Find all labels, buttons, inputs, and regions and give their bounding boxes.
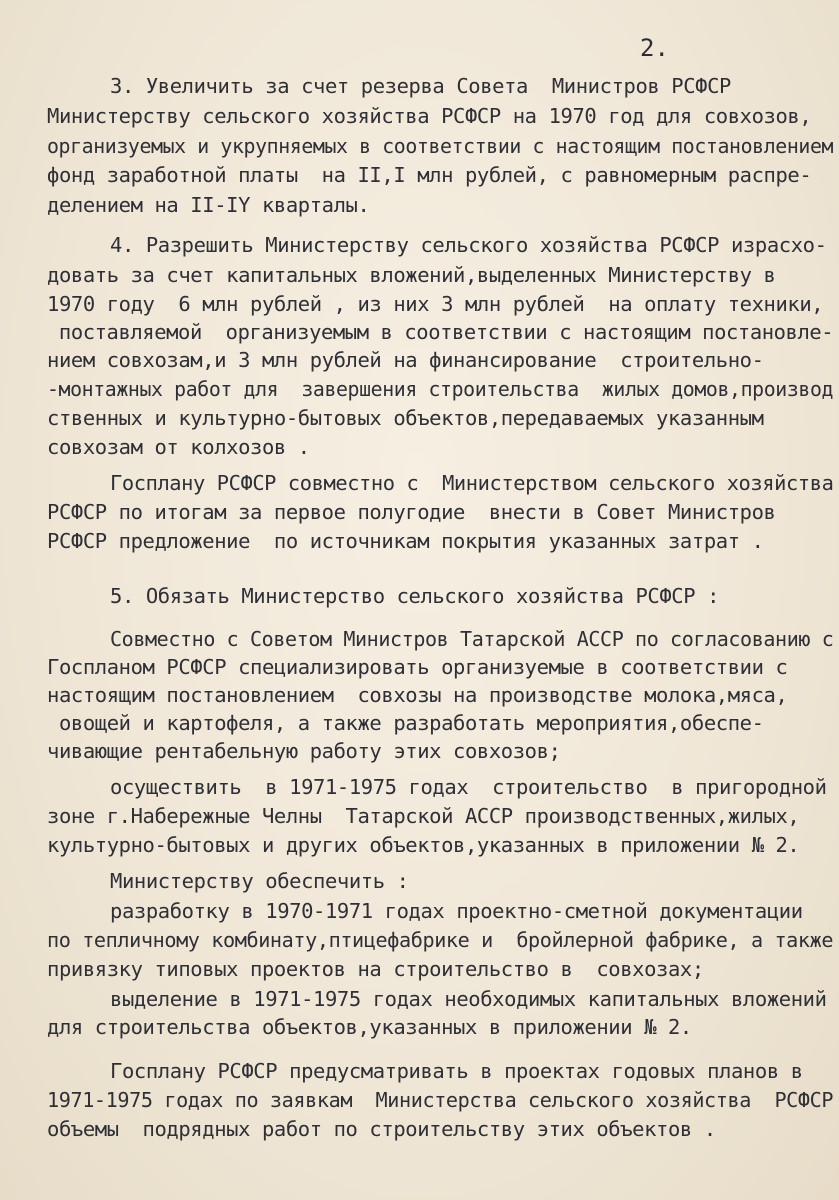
text-line: 1970 году 6 млн рублей , из них 3 млн рублей на оплату техники, <box>47 292 824 316</box>
text-line: Министерству сельского хозяйства РСФСР на 1970 год для совхозов, <box>47 104 812 128</box>
text-line: чивающие рентабельную работу этих совхозов; <box>47 739 561 763</box>
text-line: для строительства объектов,указанных в приложении № 2. <box>47 1015 692 1039</box>
text-line: осуществить в 1971-1975 годах строительство в пригородной <box>110 775 827 799</box>
text-line: довать за счет капитальных вложений,выделенных Министерству в <box>47 263 776 287</box>
text-line: совхозам от колхозов . <box>47 435 310 459</box>
text-line: Госплану РСФСР совместно с Министерством сельского хозяйства <box>110 471 834 495</box>
text-line: ственных и культурно-бытовых объектов,передаваемых указанным <box>47 406 764 430</box>
page-number: 2. <box>640 34 669 62</box>
text-line: 1971-1975 годах по заявкам Министерства сельского хозяйства РСФСР <box>47 1088 834 1112</box>
text-line: поставляемой организуемым в соответствии с настоящим постановле- <box>47 320 834 344</box>
text-line: выделение в 1971-1975 годах необходимых капитальных вложений <box>110 987 827 1011</box>
text-line: культурно-бытовых и других объектов,указанных в приложении № 2. <box>47 833 800 857</box>
text-line: РСФСР предложение по источникам покрытия указанных затрат . <box>47 529 764 553</box>
text-line: настоящим постановлением совхозы на производстве молока,мяса, <box>47 683 788 707</box>
text-line: организуемых и укрупняемых в соответствии с настоящим постановлением <box>47 134 834 158</box>
text-line: овощей и картофеля, а также разработать мероприятия,обеспе- <box>47 711 764 735</box>
text-line: 3. Увеличить за счет резерва Совета Министров РСФСР <box>110 74 731 98</box>
text-line: Госпланом РСФСР специализировать организуемые в соответствии с <box>47 655 788 679</box>
text-line: привязку типовых проектов на строительство в совхозах; <box>47 957 704 981</box>
text-line: 5. Обязать Министерство сельского хозяйства РСФСР : <box>110 584 720 608</box>
text-line: Совместно с Советом Министров Татарской АССР по согласованию с <box>110 627 834 651</box>
text-line: разработку в 1970-1971 годах проектно-сметной документации <box>110 899 803 923</box>
text-line: РСФСР по итогам за первое полугодие внести в Совет Министров <box>47 500 776 524</box>
text-line: нием совхозам,и 3 млн рублей на финансирование строительно- <box>47 348 764 372</box>
text-line: делением на II-IY кварталы. <box>47 193 370 217</box>
text-line: зоне г.Набережные Челны Татарской АССР производственных,жилых, <box>47 804 800 828</box>
text-line: Госплану РСФСР предусматривать в проектах годовых планов в <box>110 1059 803 1083</box>
text-line: по тепличному комбинату,птицефабрике и бройлерной фабрике, а также <box>47 928 834 952</box>
text-line: объемы подрядных работ по строительству этих объектов . <box>47 1117 716 1141</box>
text-line: 4. Разрешить Министерству сельского хозяйства РСФСР израсхо- <box>110 233 827 257</box>
text-line: Министерству обеспечить : <box>110 869 409 893</box>
text-line: -монтажных работ для завершения строительства жилых домов,производ <box>47 377 834 401</box>
text-line: фонд заработной платы на II,I млн рублей, с равномерным распре- <box>47 163 812 187</box>
